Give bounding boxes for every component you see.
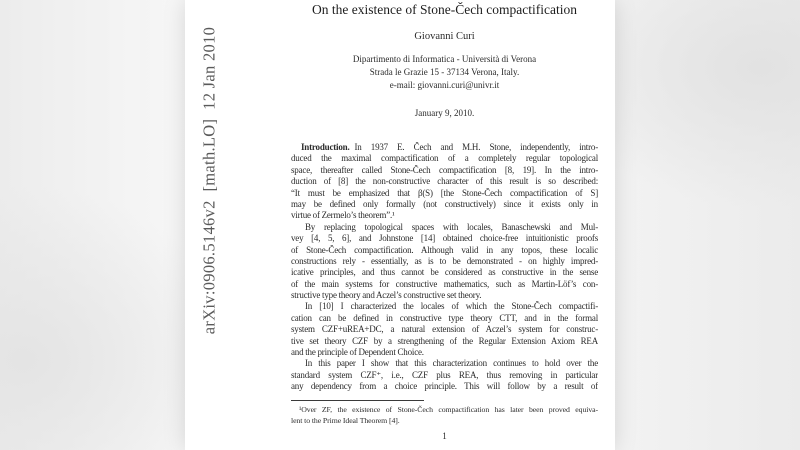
footnote [291,404,598,426]
body-line: space, thereafter called Stone-Čech compactification [8, 19]. In the intro- [291,164,598,175]
body-line: In this paper I show that this characterization continues to hold over the [305,358,598,369]
paper-date: January 9, 2010. [414,108,475,118]
body-line: tive set theory CZF by a strengthening of the Regular Extension Axiom REA [291,335,598,346]
body-line: of the main systems for constructive mathematics, such as Martin-Löf’s con- [291,278,598,289]
body-line: In [10] I characterized the locales of which the Stone-Čech compactifi- [305,301,598,312]
body-line: constructions rely - essentially, as is to be demonstrated - on highly impred- [291,255,598,266]
body-line: standard system CZF⁺, i.e., CZF plus REA, thus removing in particular [291,369,598,380]
footnote-line: ¹Over ZF, the existence of Stone-Čech compactification has later been proved equiva- [299,405,598,414]
affiliation-line: Dipartimento di Informatica - Università di Verona [352,54,537,64]
body-text [291,142,598,393]
body-line: and the principle of Dependent Choice. [291,347,424,358]
intro-heading: Introduction. [301,142,350,152]
arxiv-watermark: arXiv:0906.5146v2 [math.LO] 12 Jan 2010 [199,26,219,335]
author-name: Giovanni Curi [414,31,475,42]
affiliation-line: Strada le Grazie 15 - 37134 Verona, Italy. [369,67,520,77]
body-line: any dependency from a choice principle. This will follow by a result of [291,381,598,392]
affiliation-block [291,53,598,92]
footnote-line: lent to the Prime Ideal Theorem [4]. [291,416,400,425]
body-line: of Stone-Čech compactification. Although valid in any topos, these localic [291,244,598,255]
body-line: cation can be defined in constructive type theory CTT, and in the formal [291,312,598,323]
footnote-rule [291,400,424,401]
body-line: virtue of Zermelo’s theorem”.¹ [291,210,395,221]
body-line: duction of [8] the non-constructive character of this result is so described: [291,176,598,187]
body-line: structive type theory and Aczel’s constructive set theory. [291,290,482,301]
body-line: “It must be emphasized that β(S) [the Stone-Čech compactification of S] [291,187,598,198]
body-line: Introduction. In 1937 E. Čech and M.H. Stone, independently, intro- [301,142,598,152]
affiliation-email: e-mail: giovanni.curi@univr.it [389,80,500,90]
page-number: 1 [442,431,447,441]
body-line: system CZF+uREA+DC, a natural extension of Aczel’s system for construc- [291,324,598,335]
body-line: icative principles, and thus cannot be considered as constructive in the sense [291,267,598,278]
paper-title: On the existence of Stone-Čech compactification [311,2,578,17]
body-line: duced the maximal compactification of a completely regular topological [291,153,598,164]
paper-content [291,0,598,450]
body-line: By replacing topological spaces with locales, Banaschewski and Mul- [305,221,598,232]
body-line: may be defined only formally (not constructively) since it exists only in [291,198,598,209]
body-line: vey [4, 5, 6], and Johnstone [14] obtained choice-free intuitionistic proofs [291,233,598,244]
